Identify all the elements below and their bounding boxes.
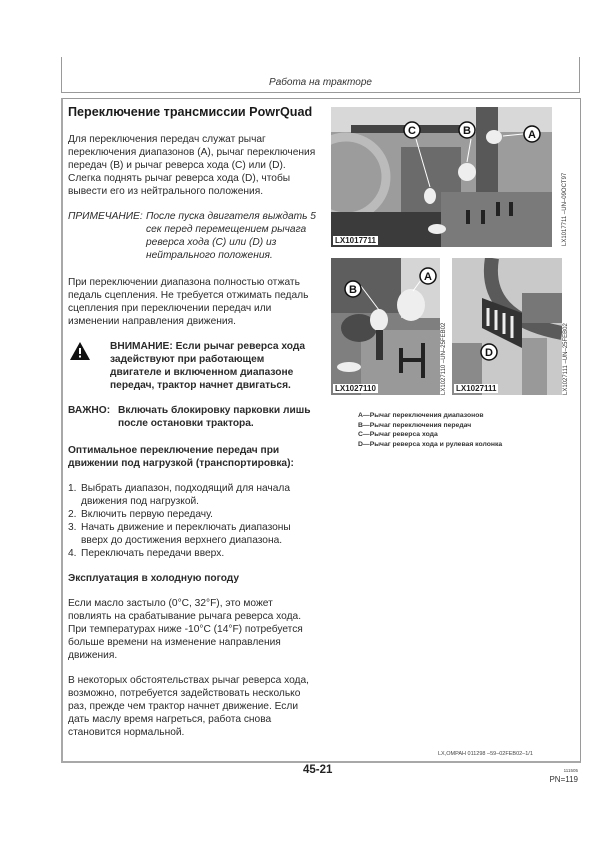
callout-c [403,121,421,139]
figure-id: LX1017711 [335,236,376,245]
print-code: 111505 [563,768,578,773]
svg-text:D: D [485,347,493,359]
svg-text:A: A [528,129,536,141]
warning-triangle-icon [68,340,100,392]
svg-text:C: C [408,125,416,137]
callout-a [419,267,437,285]
clutch-paragraph: При переключении диапазона полностью отжать педаль сцепления. Не требуется отжимать педаль сцепления при переключении передач или изменении направления движения. [68,277,309,327]
cold-heading: Эксплуатация в холодную погоду [68,573,240,584]
legend-item: C—Рычаг реверса хода [358,431,438,439]
warning-text: ВНИМАНИЕ: Если рычаг реверса хода задействуют при работающем двигателе и включенном диапазоне передач, трактор начнет двигаться. [110,341,306,391]
figure-side-label: LX1027110 –UN–25FEB02 [441,322,447,395]
article-title: Переключение трансмиссии PowrQuad [68,105,313,119]
legend-item: A—Рычаг переключения диапазонов [358,412,484,419]
intro-paragraph: Для переключения передач служат рычаг переключения диапазонов (A), рычаг переключения передач (B) и рычаг реверса хода (C) или (D). Слегка поднять рычаг реверса хода (D), чтобы вывести его из нейтрального положения. [68,134,316,197]
cold-paragraph-1: Если масло застыло (0°C, 32°F), это может повлиять на срабатывание рычага реверса хода. При температурах ниже -10°C (14°F) потребуется больше времени на изменение направления движения. [68,598,303,661]
note-block [68,210,318,262]
warning-block [68,340,318,392]
important-label: ВАЖНО: [68,405,111,416]
figure-id: LX1027110 [335,384,376,393]
note-text: После пуска двигателя выждать 5 сек перед перемещением рычага реверса хода (C) или (D) из нейтрального положения. [146,211,316,261]
callout-a [523,125,541,143]
page-number: 45-21 [303,764,333,776]
list-item: 1. Выбрать диапазон, подходящий для начала движения под нагрузкой. [68,483,291,507]
figure-side-label: LX1017711 –UN–09OCT97 [562,172,568,246]
figure-id: LX1027111 [456,384,497,393]
list-item: 3. Начать движение и переключать диапазоны вверх до достижения верхнего диапазона. [68,522,291,546]
svg-text:A: A [424,271,432,283]
figure-reverser-and-steering-column [452,258,562,395]
legend-item: B—Рычаг переключения передач [358,421,472,429]
load-heading: Оптимальное переключение передач при движении под нагрузкой (транспортировка): [68,445,294,469]
important-text: Включать блокировку парковки лишь после остановки трактора. [118,405,311,429]
photo-illustration [452,258,562,395]
list-item: 2. Включить первую передачу. [68,509,214,520]
cold-paragraph-2: В некоторых обстоятельствах рычаг реверса хода, возможно, потребуется задействовать несколько раз, прежде чем трактор начнет движение. Если дать маслу время нагреться, работа снова становится нормальной. [68,675,309,738]
figure-legend [358,411,502,449]
figure-side-label: LX1027111 –UN–25FEB02 [563,323,569,395]
section-header [61,57,580,93]
important-block [68,404,318,430]
figure-range-and-gear-levers [331,258,440,395]
callout-b [344,280,362,298]
steps-list [68,482,318,560]
note-label: ПРИМЕЧАНИЕ: [68,211,143,222]
photo-illustration [331,107,552,247]
callout-b [458,121,476,139]
callout-d [480,343,498,361]
figure-gear-levers-overview [331,107,552,247]
list-item: 4. Переключать передачи вверх. [68,548,225,559]
svg-text:B: B [349,284,357,296]
document-reference: LX,OMPAH 011298 –59–02FEB02–1/1 [438,751,533,757]
section-title: Работа на тракторе [269,77,372,88]
text-column [68,106,318,751]
legend-item: D—Рычаг реверса хода и рулевая колонка [358,440,503,448]
pn-number: PN=119 [549,775,578,784]
svg-text:B: B [463,125,471,137]
